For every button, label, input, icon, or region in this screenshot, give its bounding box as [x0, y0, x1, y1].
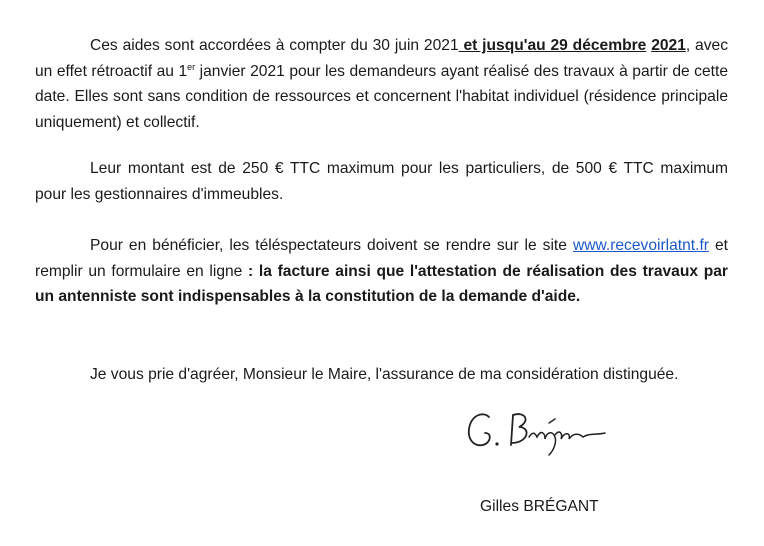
paragraph-how-to-apply: [35, 233, 728, 310]
text: et remplir un formulaire en ligne: [35, 237, 729, 280]
paragraph-amount: [35, 156, 728, 207]
paragraph-closing: [35, 362, 728, 388]
end-date-year: 2021: [651, 37, 686, 54]
requirements-bold: : la facture ainsi que l'attestation de réalisation des travaux par un antenniste sont indispensables à la constitution de la demande d'aide.: [35, 262, 728, 305]
text: Ces aides sont accordées à compter du 30 juin 2021: [90, 37, 459, 54]
website-link[interactable]: www.recevoirlatnt.fr: [572, 237, 709, 254]
end-date-highlight: et jusqu'au 29 décembre: [458, 37, 647, 54]
text: janvier 2021 pour les demandeurs ayant réalisé des travaux à partir de cette date. Elles sont sans condition de ressources et concernent l'habitat individuel (résidence principale uniquement) et collectif.: [35, 62, 728, 131]
signer-name: Gilles BRÉGANT: [480, 498, 599, 515]
text: , avec un effet rétroactif au 1: [35, 37, 728, 80]
text: Leur montant est de 250 € TTC maximum pour les particuliers, de 500 € TTC maximum pour les gestionnaires d'immeubles.: [35, 160, 728, 203]
handwritten-signature: [465, 403, 625, 461]
text: Pour en bénéficier, les téléspectateurs doivent se rendre sur le site: [90, 237, 573, 254]
text: Je vous prie d'agréer, Monsieur le Maire, l'assurance de ma considération distinguée.: [90, 366, 679, 383]
paragraph-dates: [35, 33, 728, 135]
superscript: er: [187, 61, 196, 72]
